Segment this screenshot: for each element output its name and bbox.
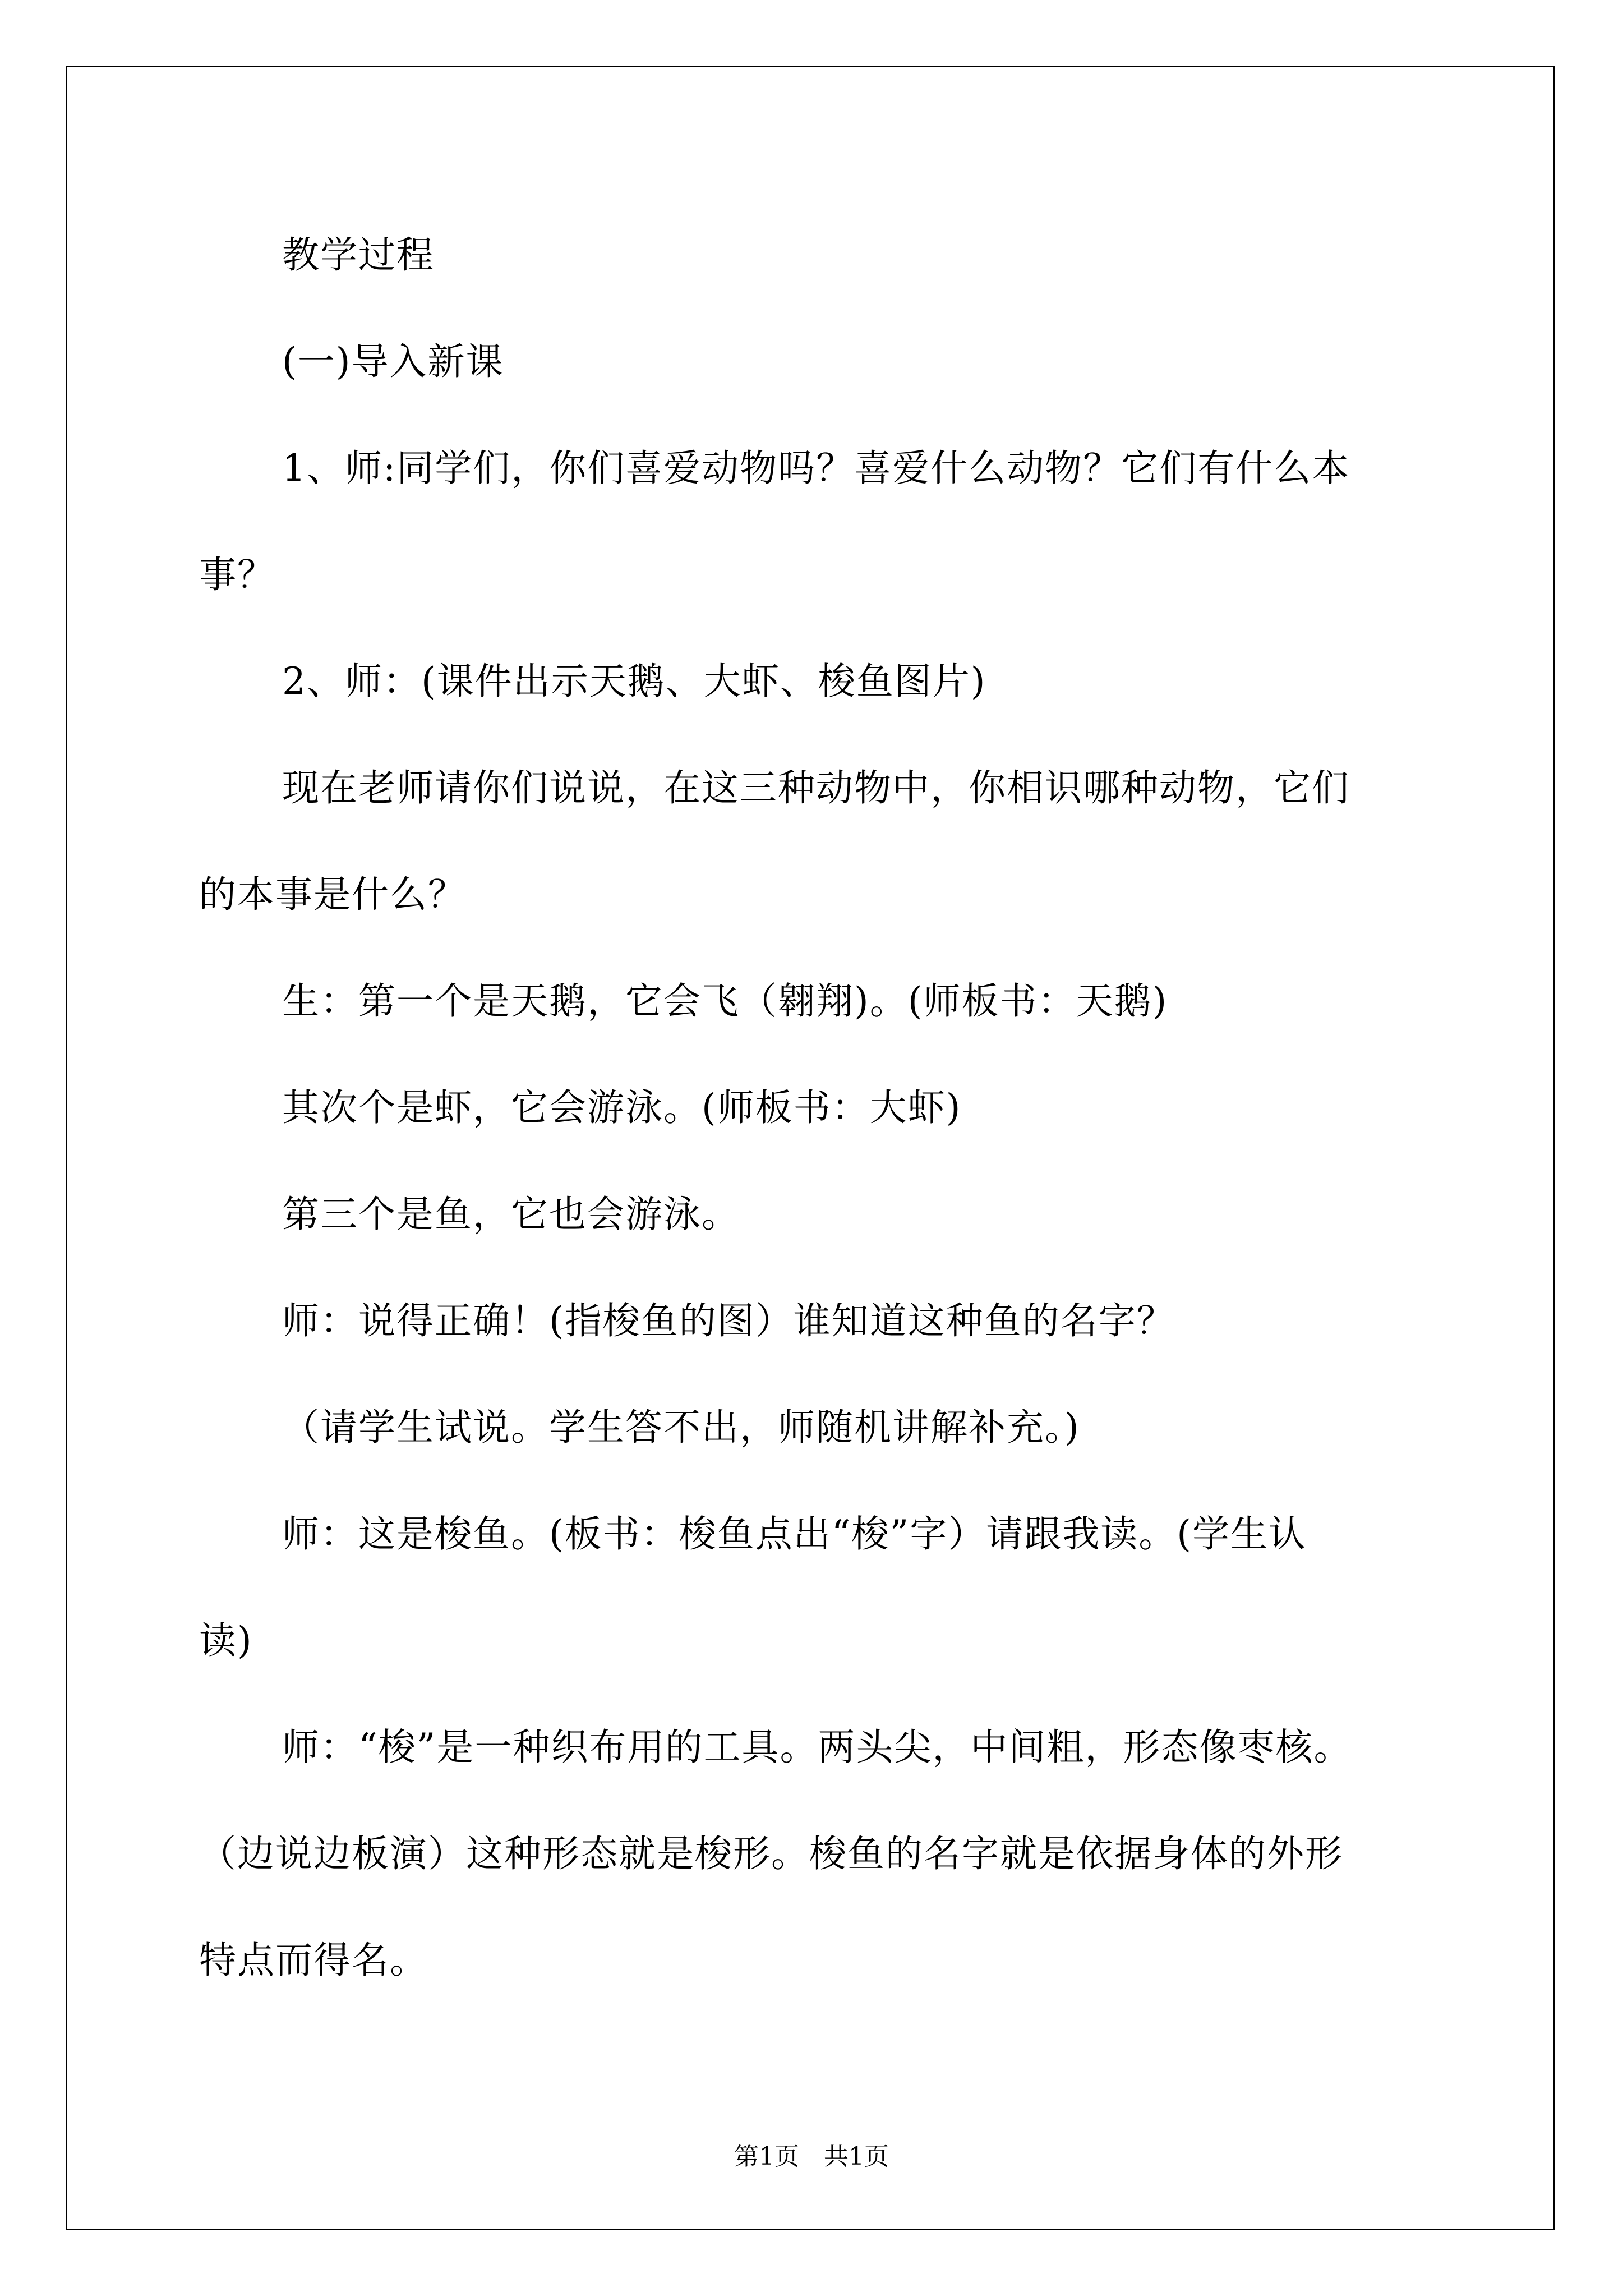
subsection-heading: (一)导入新课 <box>282 340 504 383</box>
paragraph-line: 师：说得正确！(指梭鱼的图）谁知道这种鱼的名字？ <box>282 1299 1175 1342</box>
paragraph-line: 其次个是虾，它会游泳。(师板书：大虾) <box>282 1086 962 1129</box>
paragraph-line: 师：“梭”是一种织布用的工具。两头尖，中间粗，形态像枣核。 <box>282 1726 1352 1769</box>
paragraph-line: 生：第一个是天鹅，它会飞（翱翔)。(师板书：天鹅) <box>282 979 1168 1023</box>
section-heading: 教学过程 <box>282 233 435 277</box>
paragraph-line: 师：这是梭鱼。(板书：梭鱼点出“梭”字）请跟我读。(学生认 <box>282 1512 1307 1556</box>
paragraph-line: 1、师:同学们，你们喜爱动物吗？喜爱什么动物？它们有什么本 <box>282 447 1350 490</box>
paragraph-line: 的本事是什么？ <box>199 873 466 916</box>
page-border <box>66 66 1555 2230</box>
page-number-footer: 第1页 共1页 <box>734 2142 889 2171</box>
paragraph-line: 第三个是鱼，它也会游泳。 <box>282 1193 740 1236</box>
paragraph-line: 读) <box>199 1619 253 1662</box>
paragraph-line: 事？ <box>199 553 275 596</box>
paragraph-line: （边说边板演）这种形态就是梭形。梭鱼的名字就是依据身体的外形 <box>199 1832 1343 1875</box>
paragraph-line: 现在老师请你们说说，在这三种动物中，你相识哪种动物，它们 <box>282 766 1350 809</box>
paragraph-line: 特点而得名。 <box>199 1939 428 1982</box>
paragraph-line: （请学生试说。学生答不出，师随机讲解补充。) <box>282 1406 1080 1449</box>
paragraph-line: 2、师：(课件出示天鹅、大虾、梭鱼图片) <box>282 660 986 703</box>
